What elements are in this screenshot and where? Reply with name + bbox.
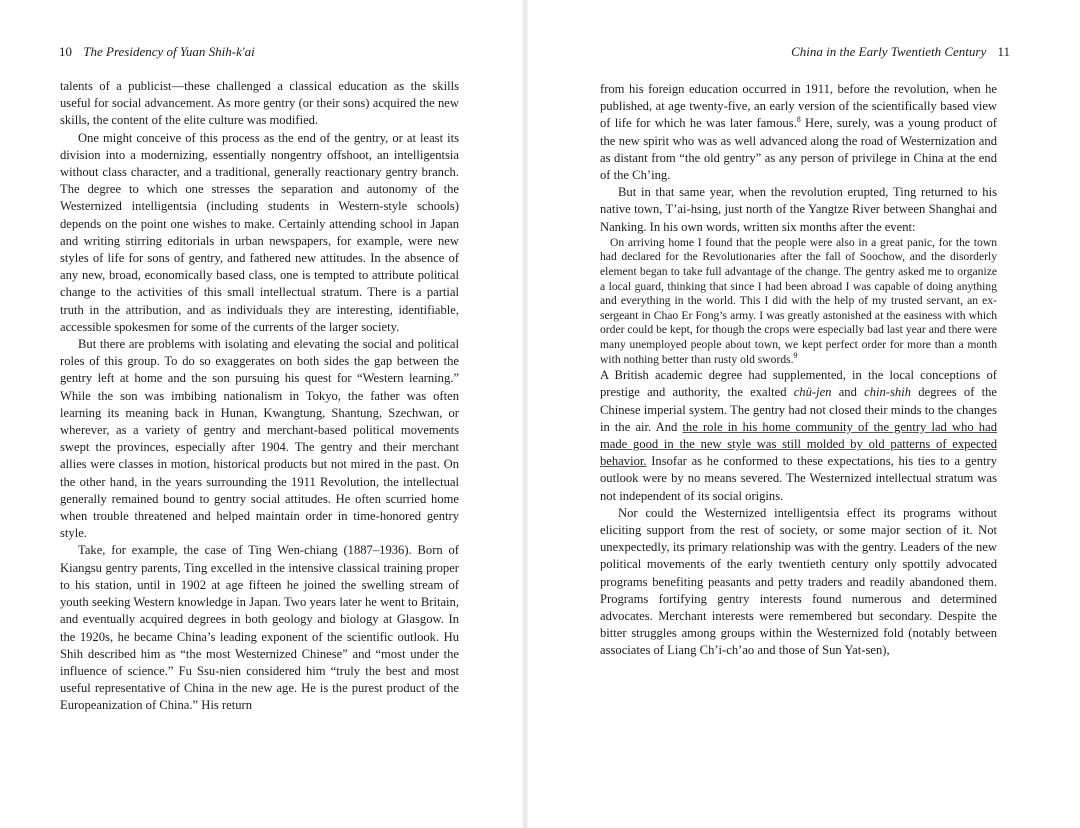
right-paragraph-3-tail: Insofar as he conformed to these expectations, his ties to a gentry outlook were by no means severed. The Westernized intellectual stratum was not independent of its social origins.: [600, 454, 997, 503]
block-quote: [600, 236, 997, 367]
term-chu-jen: chü-jen: [793, 385, 832, 400]
right-paragraph-1-tail: Here, surely, was a young product of the new spirit who was as well advanced along the road of Westernization and as distant from “the old gentry” as any person of privilege in China at the end of the Ch’ing.: [600, 116, 998, 183]
right-paragraph-3-mid2: degrees of the Chinese imperial system. The gentry had not closed their minds to the changes in the air. And: [600, 385, 998, 434]
right-paragraph-3: [600, 367, 997, 505]
right-body-text: [600, 81, 997, 660]
left-running-head-title: The Presidency of Yuan Shih-k'ai: [83, 44, 255, 59]
footnote-ref-8: 8: [796, 115, 801, 125]
left-paragraph-4: Take, for example, the case of Ting Wen-chiang (1887–1936). Born of Kiangsu gentry parents, Ting excelled in the intensive classical training proper to his station, until in 1902 at age fifteen he joined the swelling stream of youth seeking Western knowledge in Japan. Two years later he went to Britain, and eventually acquired degrees in both geology and biology at Glasgow. In the 1920s, he became China’s leading exponent of the scientific outlook. Hu Shih described him as “the most Westernized Chinese” and “most under the influence of science.” Fu Ssu-nien considered him “truly the best and most useful representative of China in the new age. He is the purest product of the Europeanization of China.” His return: [60, 543, 459, 713]
right-running-head-title: China in the Early Twentieth Century: [791, 44, 987, 59]
right-page: [530, 0, 1080, 828]
right-running-header: [791, 44, 1010, 60]
left-body-text: [60, 78, 459, 715]
footnote-ref-9: 9: [793, 350, 798, 360]
term-chin-shih: chin-shih: [864, 385, 911, 400]
right-paragraph-1: [600, 81, 997, 184]
left-page-number: 10: [59, 44, 72, 59]
left-paragraph-1: talents of a publicist—these challenged a classical education as the skills useful for social advancement. As more gentry (or their sons) acquired the new skills, the content of the elite culture was modified.: [60, 79, 459, 128]
right-paragraph-1-text: from his foreign education occurred in 1911, before the revolution, when he published, at age twenty-five, an early version of the scientifically based view of life for which he was later famous.: [600, 82, 997, 131]
left-paragraph-3: But there are problems with isolating and elevating the social and political roles of this group. To do so exaggerates on both sides the gap between the gentry left at home and the son pursuing his quest for “Western learning.” While the son was imbibing nationalism in Tokyo, the father was often learning its meaning back in Hunan, Kwangtung, Shantung, Szechwan, or wherever, as a variety of gentry and merchant-based political movements swept the provinces, especially after 1904. The gentry and their merchant allies were classes in motion, historical products but not mired in the past. On the other hand, in the years surrounding the 1911 Revolution, the intellectual generally remained bound to gentry social attitudes. He often scurried home when trouble threatened and helped maintain order in time-honored gentry style.: [60, 337, 459, 541]
left-page: [0, 0, 520, 828]
right-paragraph-3-mid: and: [831, 385, 865, 400]
right-paragraph-3-head: A British academic degree had supplemented, in the local conceptions of prestige and authority, the exalted: [600, 368, 997, 400]
underlined-passage: the role in his home community of the gentry lad who had made good in the new style was still molded by old patterns of expected behavior.: [600, 419, 997, 469]
left-paragraph-2: One might conceive of this process as the end of the gentry, or at least its division into a modernizing, essentially nongentry offshoot, an intelligentsia without class character, and a traditional, generally reactionary gentry branch. The degree to which one stresses the separation and autonomy of the Westernized intelligentsia (including students in Western-style schools) depends on the point one wishes to make. Certainly attending school in Japan and writing stirring editorials in urban newspapers, for example, were new styles of life for sons of gentry, and fathered new attitudes. In the absence of any new, broad, economically based class, one is tempted to attribute political change to the activities of this small intellectual stratum. There is a partial truth in the attribution, and as individuals they are interesting, identifiable, accessible spokesmen for some of the currents of the larger society.: [60, 130, 459, 334]
book-gutter: [522, 0, 528, 828]
right-page-number: 11: [997, 44, 1010, 59]
block-quote-text: On arriving home I found that the people were also in a great panic, for the town had declared for the Revolutionaries after the fall of Soochow, and the disorderly element began to take full advantage of the change. The gentry asked me to organize a local guard, thinking that since I had been abroad I was capable of doing anything and everything in the world. This I did with the help of my trusted servant, an ex-sergeant in Chao Er Fong’s army. I was greatly astonished at the easiness with which order could be kept, for though the crops were especially bad last year and there were many unemployed people about town, we kept perfect order for more than a month with nothing better than rusty old swords.: [600, 235, 997, 366]
right-paragraph-4: Nor could the Westernized intelligentsia effect its programs without eliciting support from the rest of society, or some major section of it. Not unexpectedly, its primary relationship was with the gentry. Leaders of the new political movements of the early twentieth century only spottily advocated programs benefiting peasants and petty traders and readily abandoned them. Programs fortifying gentry interests found numerous and determined advocates. Merchant interests were remembered but secondary. Despite the bitter struggles among groups within the Westernized fold (notably between associates of Liang Ch’i-ch’ao and those of Sun Yat-sen),: [600, 505, 997, 658]
right-paragraph-2: But in that same year, when the revolution erupted, Ting returned to his native town, T’ai-hsing, just north of the Yangtze River between Shanghai and Nanking. In his own words, written six months after the event:: [600, 185, 997, 234]
left-running-header: [59, 44, 255, 60]
